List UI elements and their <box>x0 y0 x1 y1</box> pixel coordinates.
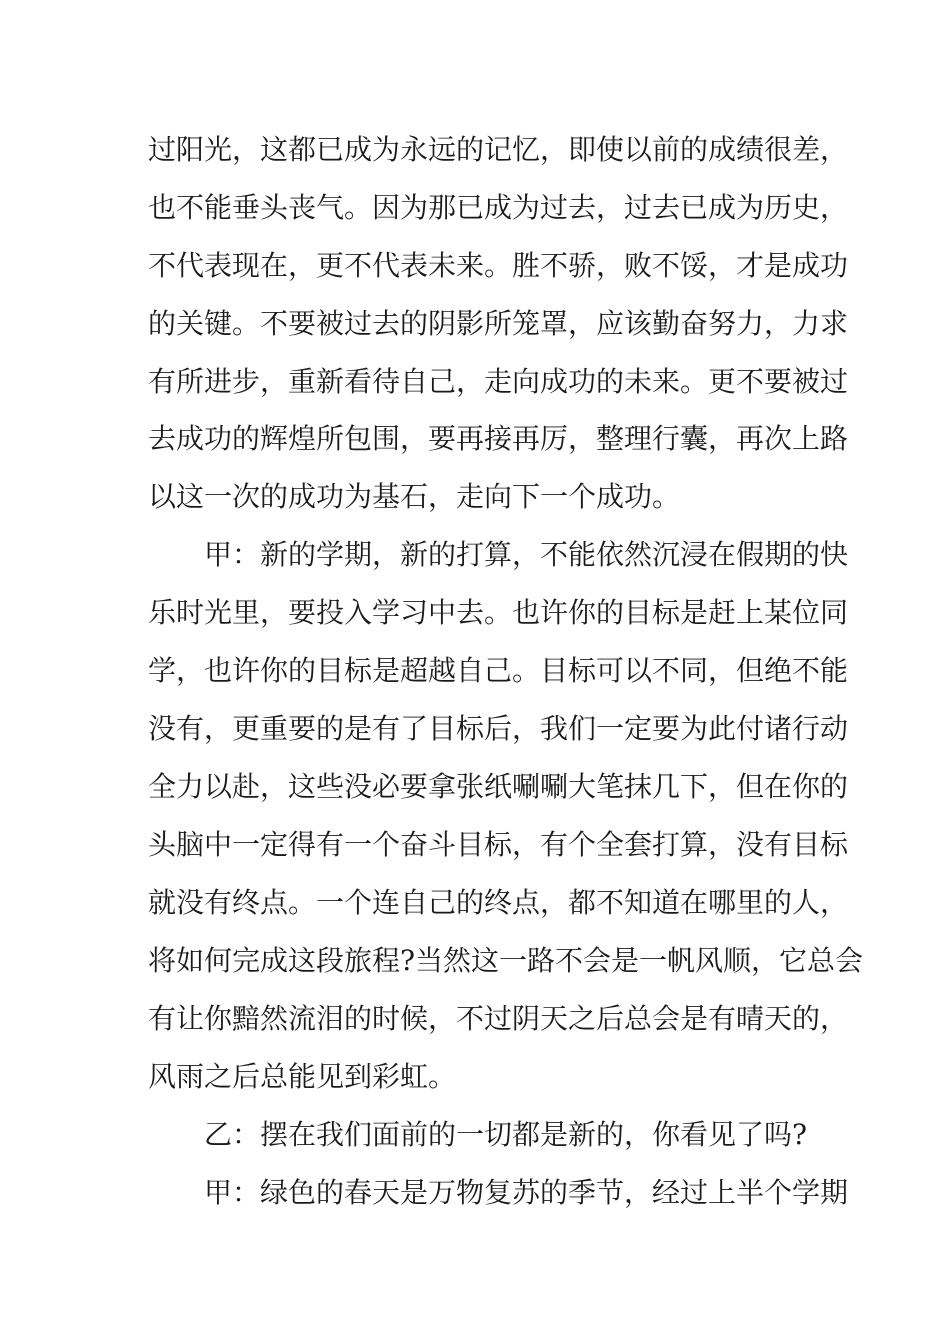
text-line: 的关键。不要被过去的阴影所笼罩，应该勤奋努力，力求 <box>148 307 849 340</box>
text-line: 就没有终点。一个连自己的终点，都不知道在哪里的人， <box>148 886 849 919</box>
text-line: 过阳光，这都已成为永远的记忆，即使以前的成绩很差， <box>148 133 849 166</box>
text-line: 乐时光里，要投入学习中去。也许你的目标是赶上某位同 <box>148 596 849 629</box>
text-line: 去成功的辉煌所包围，要再接再厉，整理行囊，再次上路 <box>148 422 849 455</box>
text-line: 乙：摆在我们面前的一切都是新的，你看见了吗? <box>204 1118 808 1151</box>
text-line: 甲：新的学期，新的打算，不能依然沉浸在假期的快 <box>204 538 849 571</box>
text-line: 学，也许你的目标是超越自己。目标可以不同，但绝不能 <box>148 654 849 687</box>
text-line: 全力以赴，这些没必要拿张纸唰唰大笔抹几下，但在你的 <box>148 770 849 803</box>
text-line: 有让你黯然流泪的时候，不过阴天之后总会是有晴天的， <box>148 1002 849 1035</box>
text-line: 也不能垂头丧气。因为那已成为过去，过去已成为历史， <box>148 191 849 224</box>
text-line: 甲：绿色的春天是万物复苏的季节，经过上半个学期 <box>204 1176 849 1209</box>
text-line: 头脑中一定得有一个奋斗目标，有个全套打算，没有目标 <box>148 828 849 861</box>
text-line: 不代表现在，更不代表未来。胜不骄，败不馁，才是成功 <box>148 249 849 282</box>
text-line: 将如何完成这段旅程?当然这一路不会是一帆风顺，它总会 <box>148 944 864 977</box>
text-line: 风雨之后总能见到彩虹。 <box>148 1060 457 1093</box>
text-line: 没有，更重要的是有了目标后，我们一定要为此付诸行动 <box>148 712 849 745</box>
text-line: 以这一次的成功为基石，走向下一个成功。 <box>148 480 681 513</box>
text-line: 有所进步，重新看待自己，走向成功的未来。更不要被过 <box>148 365 849 398</box>
